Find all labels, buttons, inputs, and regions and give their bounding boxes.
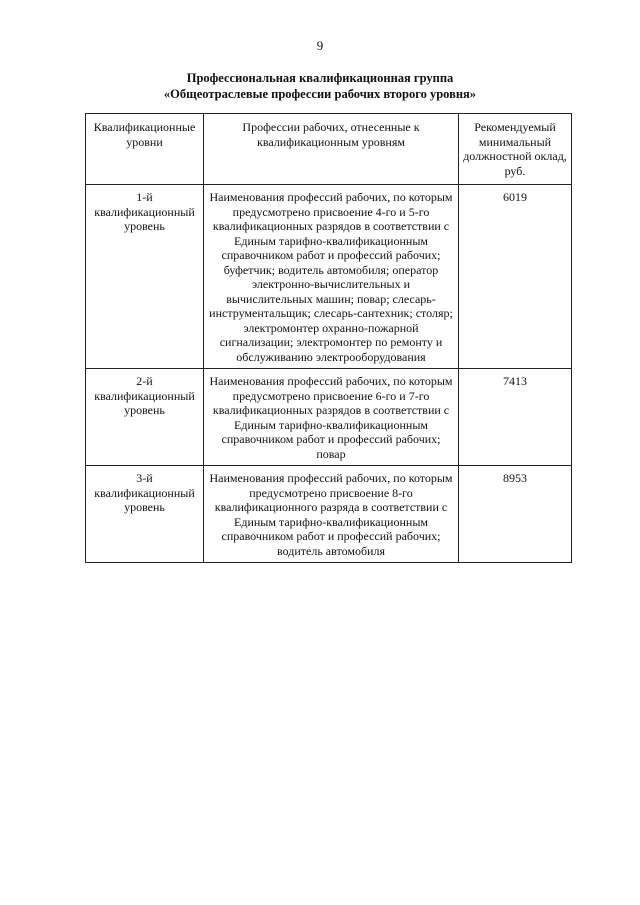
document-title	[0, 70, 640, 102]
level-cell: 3-й квалификационный уровень	[86, 466, 204, 563]
page-number: 9	[316, 38, 324, 53]
level-cell: 2-й квалификационный уровень	[86, 369, 204, 466]
header-professions: Профессии рабочих, отнесенные к квалификационным уровням	[204, 114, 459, 185]
level-cell: 1-й квалификационный уровень	[86, 185, 204, 369]
professions-cell: Наименования профессий рабочих, по которым предусмотрено присвоение 6-го и 7-го квалификационных разрядов в соответствии с Единым тарифно-квалификационным справочником работ и профессий рабочих; повар	[204, 369, 459, 466]
table-header-row	[86, 114, 572, 185]
table-row	[86, 466, 572, 563]
professions-cell: Наименования профессий рабочих, по которым предусмотрено присвоение 4-го и 5-го квалификационных разрядов в соответствии с Единым тарифно-квалификационным справочником работ и профессий рабочих; буфетчик; водитель автомобиля; оператор электронно-вычислительных и вычислительных машин; повар; слесарь-инструментальщик; слесарь-сантехник; столяр; электромонтер охранно-пожарной сигнализации; электромонтер по ремонту и обслуживанию электрооборудования	[204, 185, 459, 369]
professions-cell: Наименования профессий рабочих, по которым предусмотрено присвоение 8-го квалификационного разряда в соответствии с Единым тарифно-квалификационным справочником работ и профессий рабочих; водитель автомобиля	[204, 466, 459, 563]
header-levels: Квалификационные уровни	[86, 114, 204, 185]
table-row	[86, 369, 572, 466]
qualification-table	[85, 113, 572, 563]
table-row	[86, 185, 572, 369]
title-line-1: Профессиональная квалификационная группа	[186, 71, 454, 85]
header-salary: Рекомендуемый минимальный должностной оклад, руб.	[459, 114, 572, 185]
salary-cell: 6019	[459, 185, 572, 369]
salary-cell: 7413	[459, 369, 572, 466]
salary-cell: 8953	[459, 466, 572, 563]
title-line-2: «Общеотраслевые профессии рабочих второго уровня»	[163, 87, 477, 101]
